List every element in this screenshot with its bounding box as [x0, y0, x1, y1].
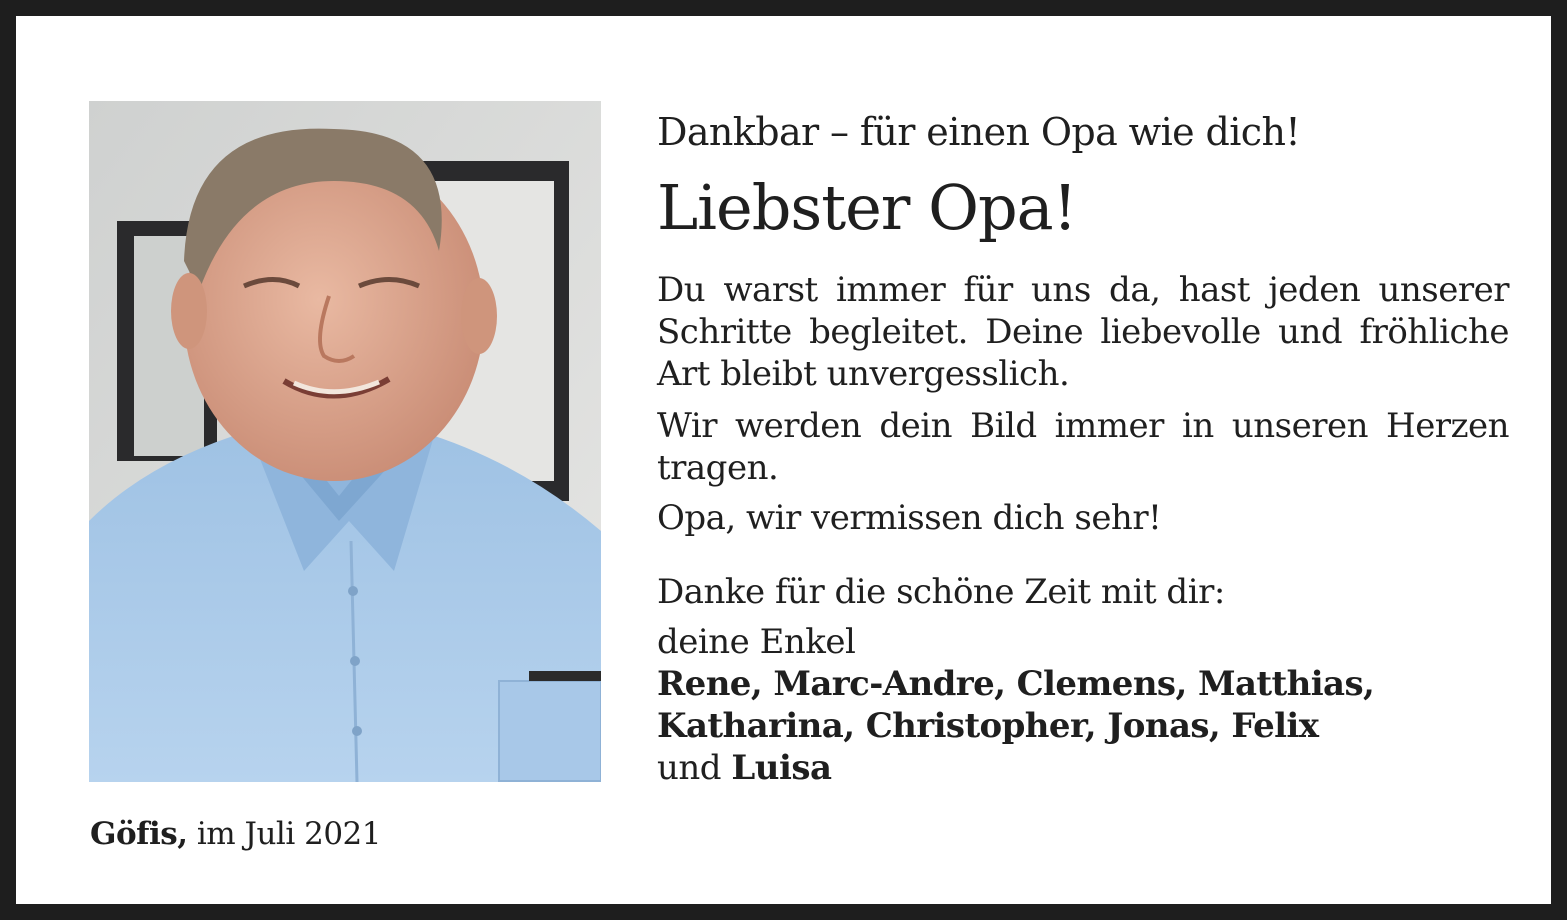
paragraph-3: Opa, wir vermissen dich sehr! — [657, 498, 1162, 538]
portrait-photo — [89, 101, 601, 782]
place-town: Göfis, — [90, 816, 188, 852]
names-conjunction: und — [657, 748, 722, 788]
subtitle: Dankbar – für einen Opa wie dich! — [657, 110, 1301, 154]
obituary-text — [657, 106, 1509, 789]
paragraph-1: Du warst immer für uns da, hast jeden unserer Schritte begleitet. Deine liebevolle und fröhliche Art bleibt unvergesslich. — [657, 270, 1509, 394]
names-last: Luisa — [731, 748, 832, 788]
place-and-date — [90, 816, 381, 852]
paragraph-2: Wir werden dein Bild immer in unseren Herzen tragen. — [657, 406, 1509, 488]
thanks-line: Danke für die schöne Zeit mit dir: — [657, 572, 1225, 612]
names-line-3 — [657, 747, 1509, 789]
place-date: im Juli 2021 — [196, 816, 382, 852]
headline: Liebster Opa! — [657, 171, 1077, 244]
names-line-2: Katharina, Christopher, Jonas, Felix — [657, 706, 1319, 746]
signature-intro: deine Enkel — [657, 622, 856, 662]
names-line-1: Rene, Marc-Andre, Clemens, Matthias, — [657, 664, 1375, 704]
